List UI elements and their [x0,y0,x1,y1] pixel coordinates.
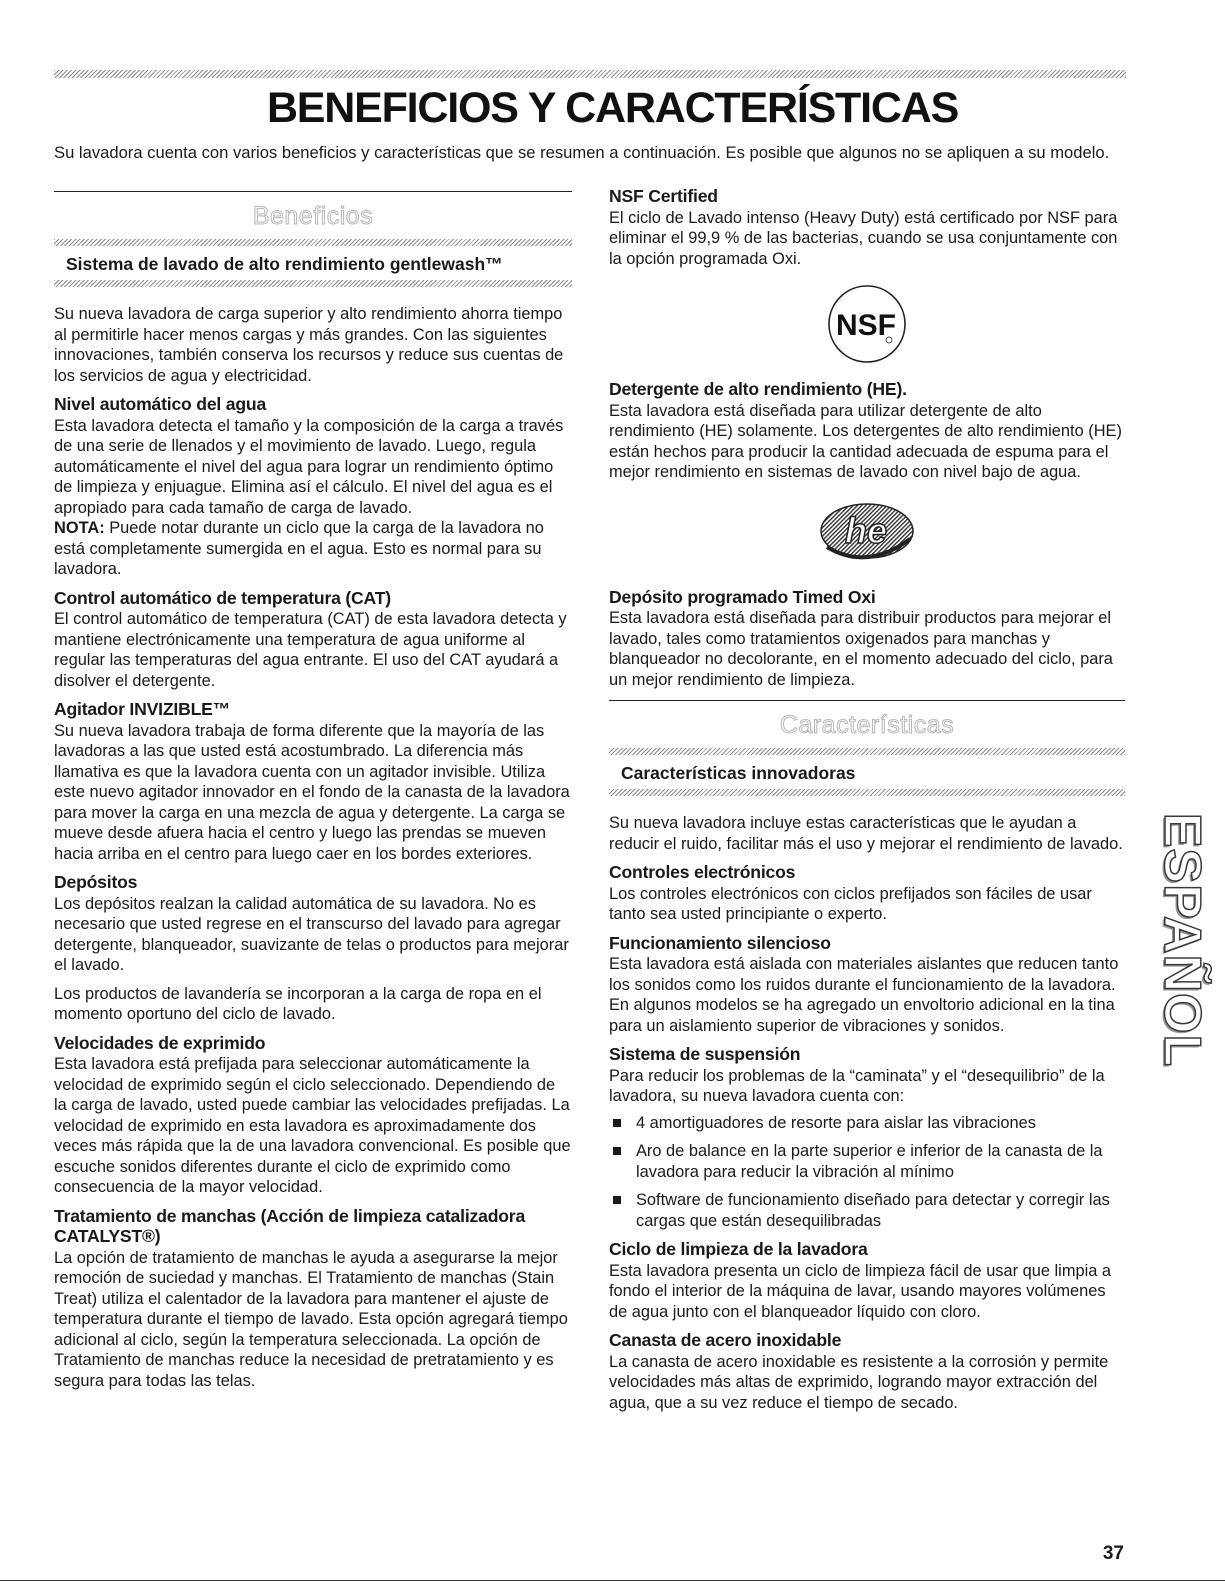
funcionamiento-heading: Funcionamiento silencioso [609,932,831,953]
ciclo-heading: Ciclo de limpieza de la lavadora [609,1239,868,1259]
oxi-body: Esta lavadora está diseñada para distribuir productos para mejorar el lavado, tales como tratamientos oxigenados para manchas y blanqueador no decolorante, en el momento adecuado del ciclo, para un mejor rendimiento de limpieza. [609,609,1113,689]
intro-paragraph: Su lavadora cuenta con varios beneficios y características que se resumen a continuación. Es posible que algunos no se apliquen a su modelo. [54,143,1110,162]
he-heading: Detergente de alto rendimiento (HE). [609,379,907,399]
bullet-square-icon [613,1147,621,1155]
caracteristicas-top-rule [609,700,1125,701]
bullet-square-icon [613,1196,621,1204]
left-column [54,191,572,1391]
he-logo-text: he [844,509,888,551]
nsf-logo-text: NSF [836,309,896,342]
right-column [609,186,1125,1413]
oxi-heading: Depósito programado Timed Oxi [609,586,876,607]
velocidades-heading: Velocidades de exprimido [54,1032,266,1053]
list-item [609,1113,1125,1134]
he-logo-mark [812,499,922,567]
nsf-body: El ciclo de Lavado intenso (Heavy Duty) está certificado por NSF para eliminar el 99,9 % de las bacterias, cuando se usa conjuntamente con la opción programada Oxi. [609,208,1118,268]
top-hatched-rule [54,70,1126,78]
suspension-body: Para reducir los problemas de la “caminata” y el “desequilibrio” de la lavadora, su nueva lavadora cuenta con: [609,1066,1105,1105]
language-side-tab-label: ESPAÑOL [1153,812,1211,1068]
caracteristicas-lead: Su nueva lavadora incluye estas características que le ayudan a reducir el ruido, facilitar más el uso y mejorar el rendimiento de lavado. [609,814,1123,853]
beneficios-band-top [54,239,572,246]
bottom-rule [0,1580,1225,1581]
caracteristicas-band-bottom [609,789,1125,796]
ciclo-body: Esta lavadora presenta un ciclo de limpieza fácil de usar que limpia a fondo el interior de la máquina de lavar, usando mayores volúmenes de agua junto con el blanqueador líquido con cloro. [609,1261,1112,1321]
page-title: BENEFICIOS Y CARACTERÍSTICAS [266,84,959,132]
controles-body: Los controles electrónicos con ciclos prefijados son fáciles de usar tanto sea usted principiante o experto. [609,884,1092,923]
controles-heading: Controles electrónicos [609,862,796,882]
cat-body: El control automático de temperatura (CAT) de esta lavadora detecta y mantiene electrónicamente una temperatura de agua uniforme al regular las temperaturas del agua entrante. El uso del CAT ayudará a disolver el detergente. [54,610,567,690]
depositos-body-2: Los productos de lavandería se incorporan a la carga de ropa en el momento oportuno del ciclo de lavado. [54,984,542,1023]
agitador-heading: Agitador INVIZIBLE™ [54,699,231,719]
canasta-heading: Canasta de acero inoxidable [609,1330,842,1350]
tratamiento-heading: Tratamiento de manchas (Acción de limpieza catalizadora CATALYST®) [54,1205,526,1246]
bullet-text: 4 amortiguadores de resorte para aislar las vibraciones [636,1113,1036,1132]
cat-heading: Control automático de temperatura (CAT) [54,587,391,608]
nivel-heading: Nivel automático del agua [54,394,267,414]
nsf-logo [609,283,1125,365]
nota-label: NOTA: [54,519,105,537]
suspension-heading: Sistema de suspensión [609,1044,801,1064]
beneficios-lead: Su nueva lavadora de carga superior y alto rendimiento ahorra tiempo al permitirle hacer menos cargas y más grandes. Con las siguientes innovaciones, también conserva los recursos y reduce sus cuentas de los servicios de agua y electricidad. [54,305,564,385]
nivel-note [54,518,572,580]
nsf-heading: NSF Certified [609,186,718,206]
he-body: Esta lavadora está diseñada para utilizar detergente de alto rendimiento (HE) solamente. Los detergentes de alto rendimiento (HE) están hechos para producir la cantidad adecuada de espuma para el mejor rendimiento en sistemas de lavado con nivel bajo de agua. [609,401,1122,481]
bullet-text: Software de funcionamiento diseñado para detectar y corregir las cargas que están desequilibradas [636,1191,1110,1230]
caracteristicas-banner: Características innovadoras [621,762,856,783]
list-item [609,1190,1125,1231]
beneficios-section-title: Beneficios [252,202,374,230]
beneficios-banner: Sistema de lavado de alto rendimiento gentlewash™ [66,253,503,274]
canasta-body: La canasta de acero inoxidable es resistente a la corrosión y permite velocidades más altas de exprimido, logrando mayor extracción del agua, que a su vez reduce el tiempo de secado. [609,1352,1109,1412]
caracteristicas-section-title: Características [779,711,955,739]
funcionamiento-body: Esta lavadora está aislada con materiales aislantes que reducen tanto los sonidos como los ruidos durante el funcionamiento de la lavadora. En algunos modelos se ha agregado un envoltorio adicional en la tina para un aislamiento superior de vibraciones y sonidos. [609,955,1119,1035]
tratamiento-body: La opción de tratamiento de manchas le ayuda a asegurarse la mejor remoción de suciedad y manchas. El Tratamiento de manchas (Stain Treat) utiliza el calentador de la lavadora para mantener el ajuste de temperatura durante el tiempo de lavado. Esta opción agregará tiempo adicional al ciclo, según la temperatura seleccionada. La opción de Tratamiento de manchas reduce la necesidad de pretratamiento y es segura para todas las telas. [54,1248,568,1390]
nivel-body: Esta lavadora detecta el tamaño y la composición de la carga a través de una serie de llenados y el movimiento de lavado. Luego, regula automáticamente el nivel del agua para lograr un rendimiento óptimo de limpieza y enjuague. Elimina así el cálculo. El nivel del agua es el apropiado para cada tamaño de carga de lavado. [54,416,564,517]
agitador-body: Su nueva lavadora trabaja de forma diferente que la mayoría de las lavadoras a las que usted está acostumbrado. La diferencia más llamativa es que la lavadora cuenta con un agitador invisible. Utiliza este nuevo agitador innovador en el fondo de la canasta de la lavadora para mover la carga en una mezcla de agua y detergente. La carga se mueve desde afuera hacia el centro y luego las prendas se mueven hacia arriba en el centro para luego caer en los bordes exteriores. [54,721,570,863]
he-logo [609,499,1125,567]
nota-text: Puede notar durante un ciclo que la carga de la lavadora no está completamente sumergida en el agua. Esto es normal para su lavadora. [54,519,544,578]
velocidades-body: Esta lavadora está prefijada para seleccionar automáticamente la velocidad de exprimido según el ciclo seleccionado. Dependiendo de la carga de lavado, usted puede cambiar las velocidades prefijadas. La velocidad de exprimido en esta lavadora es aproximadamente dos veces más rápida que la de una lavadora convencional. Es posible que escuche sonidos diferentes durante el ciclo de exprimido como consecuencia de la mayor velocidad. [54,1055,571,1196]
suspension-bullet-list [609,1113,1125,1232]
list-item [609,1141,1125,1182]
nsf-logo-mark [826,283,908,365]
caracteristicas-band-top [609,748,1125,755]
bullet-text: Aro de balance en la parte superior e inferior de la canasta de la lavadora para reducir la vibración al mínimo [636,1142,1103,1181]
depositos-body-1: Los depósitos realzan la calidad automática de su lavadora. No es necesario que usted regrese en el transcurso del lavado para agregar detergente, blanqueador, suavizante de telas o productos para mejorar el lavado. [54,894,569,974]
depositos-heading: Depósitos [54,872,138,892]
bullet-square-icon [613,1119,621,1127]
beneficios-band-bottom [54,280,572,287]
beneficios-top-rule [54,191,572,192]
language-side-tab [1152,795,1212,1085]
page-number: 37 [1102,1543,1124,1564]
